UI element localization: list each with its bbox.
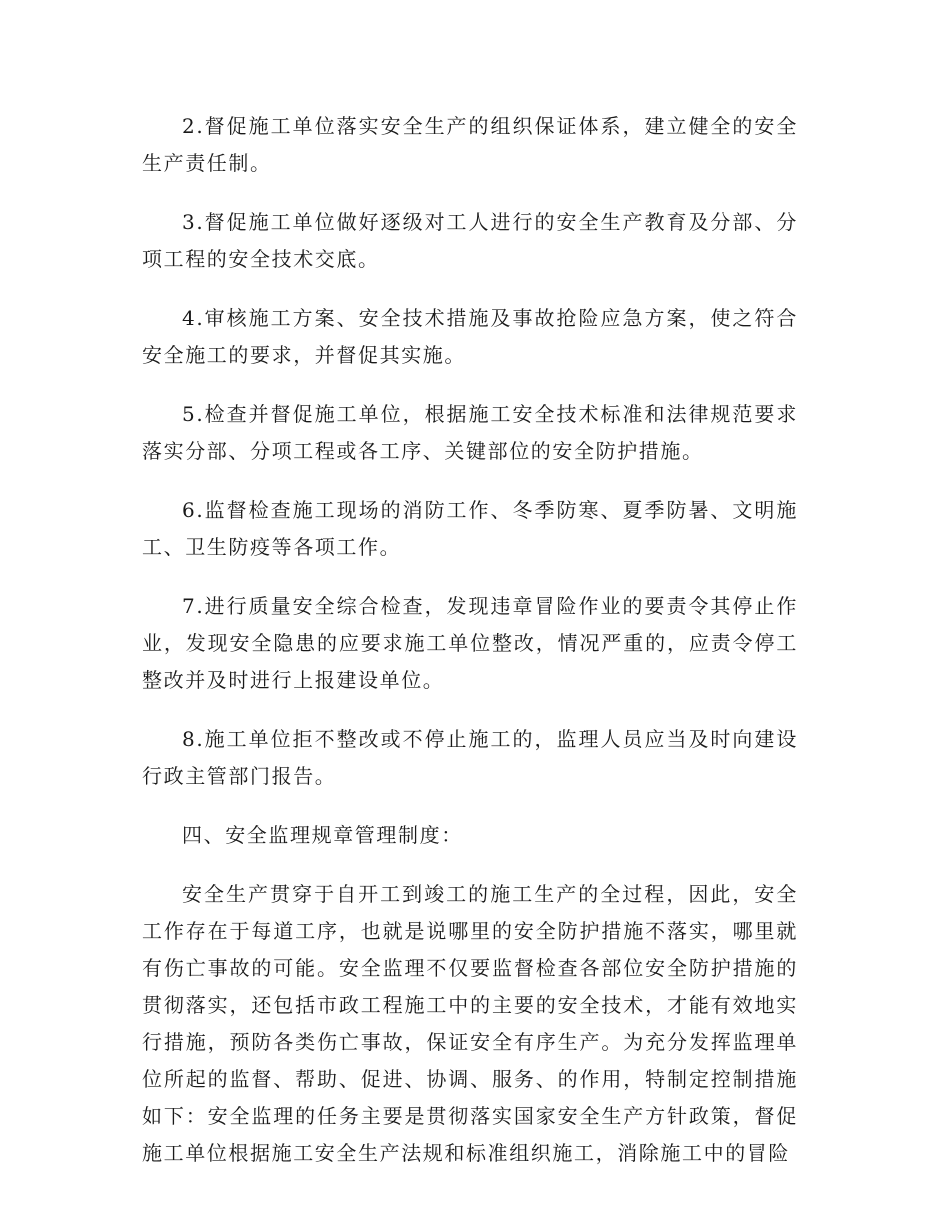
- paragraph-item-8: 8.施工单位拒不整改或不停止施工的，监理人员应当及时向建设行政主管部门报告。: [142, 727, 798, 788]
- paragraph-item-2: 2.督促施工单位落实安全生产的组织保证体系，建立健全的安全生产责任制。: [142, 114, 798, 175]
- paragraph-item-5: 5.检查并督促施工单位，根据施工安全技术标准和法律规范要求落实分部、分项工程或各工序、关键部位的安全防护措施。: [142, 402, 798, 463]
- paragraph-item-3: 3.督促施工单位做好逐级对工人进行的安全生产教育及分部、分项工程的安全技术交底。: [142, 210, 798, 271]
- paragraph-item-7: 7.进行质量安全综合检查，发现违章冒险作业的要责令其停止作业，发现安全隐患的应要求施工单位整改，情况严重的，应责令停工整改并及时进行上报建设单位。: [142, 594, 798, 692]
- section-heading: 四、安全监理规章管理制度：: [182, 823, 463, 847]
- body-paragraph: 安全生产贯穿于自开工到竣工的施工生产的全过程，因此，安全工作存在于每道工序，也就是说哪里的安全防护措施不落实，哪里就有伤亡事故的可能。安全监理不仅要监督检查各部位安全防护措施的贯彻落实，还包括市政工程施工中的主要的安全技术，才能有效地实行措施，预防各类伤亡事故，保证安全有序生产。为充分发挥监理单位所起的监督、帮助、促进、协调、服务、的作用，特制定控制措施如下：安全监理的任务主要是贯彻落实国家安全生产方针政策，督促施工单位根据施工安全生产法规和标准组织施工，消除施工中的冒险: [142, 882, 798, 1165]
- paragraph-item-6: 6.监督检查施工现场的消防工作、冬季防寒、夏季防暑、文明施工、卫生防疫等各项工作。: [142, 498, 798, 559]
- paragraph-item-4: 4.审核施工方案、安全技术措施及事故抢险应急方案，使之符合安全施工的要求，并督促其实施。: [142, 306, 798, 367]
- document-body: [142, 108, 798, 1194]
